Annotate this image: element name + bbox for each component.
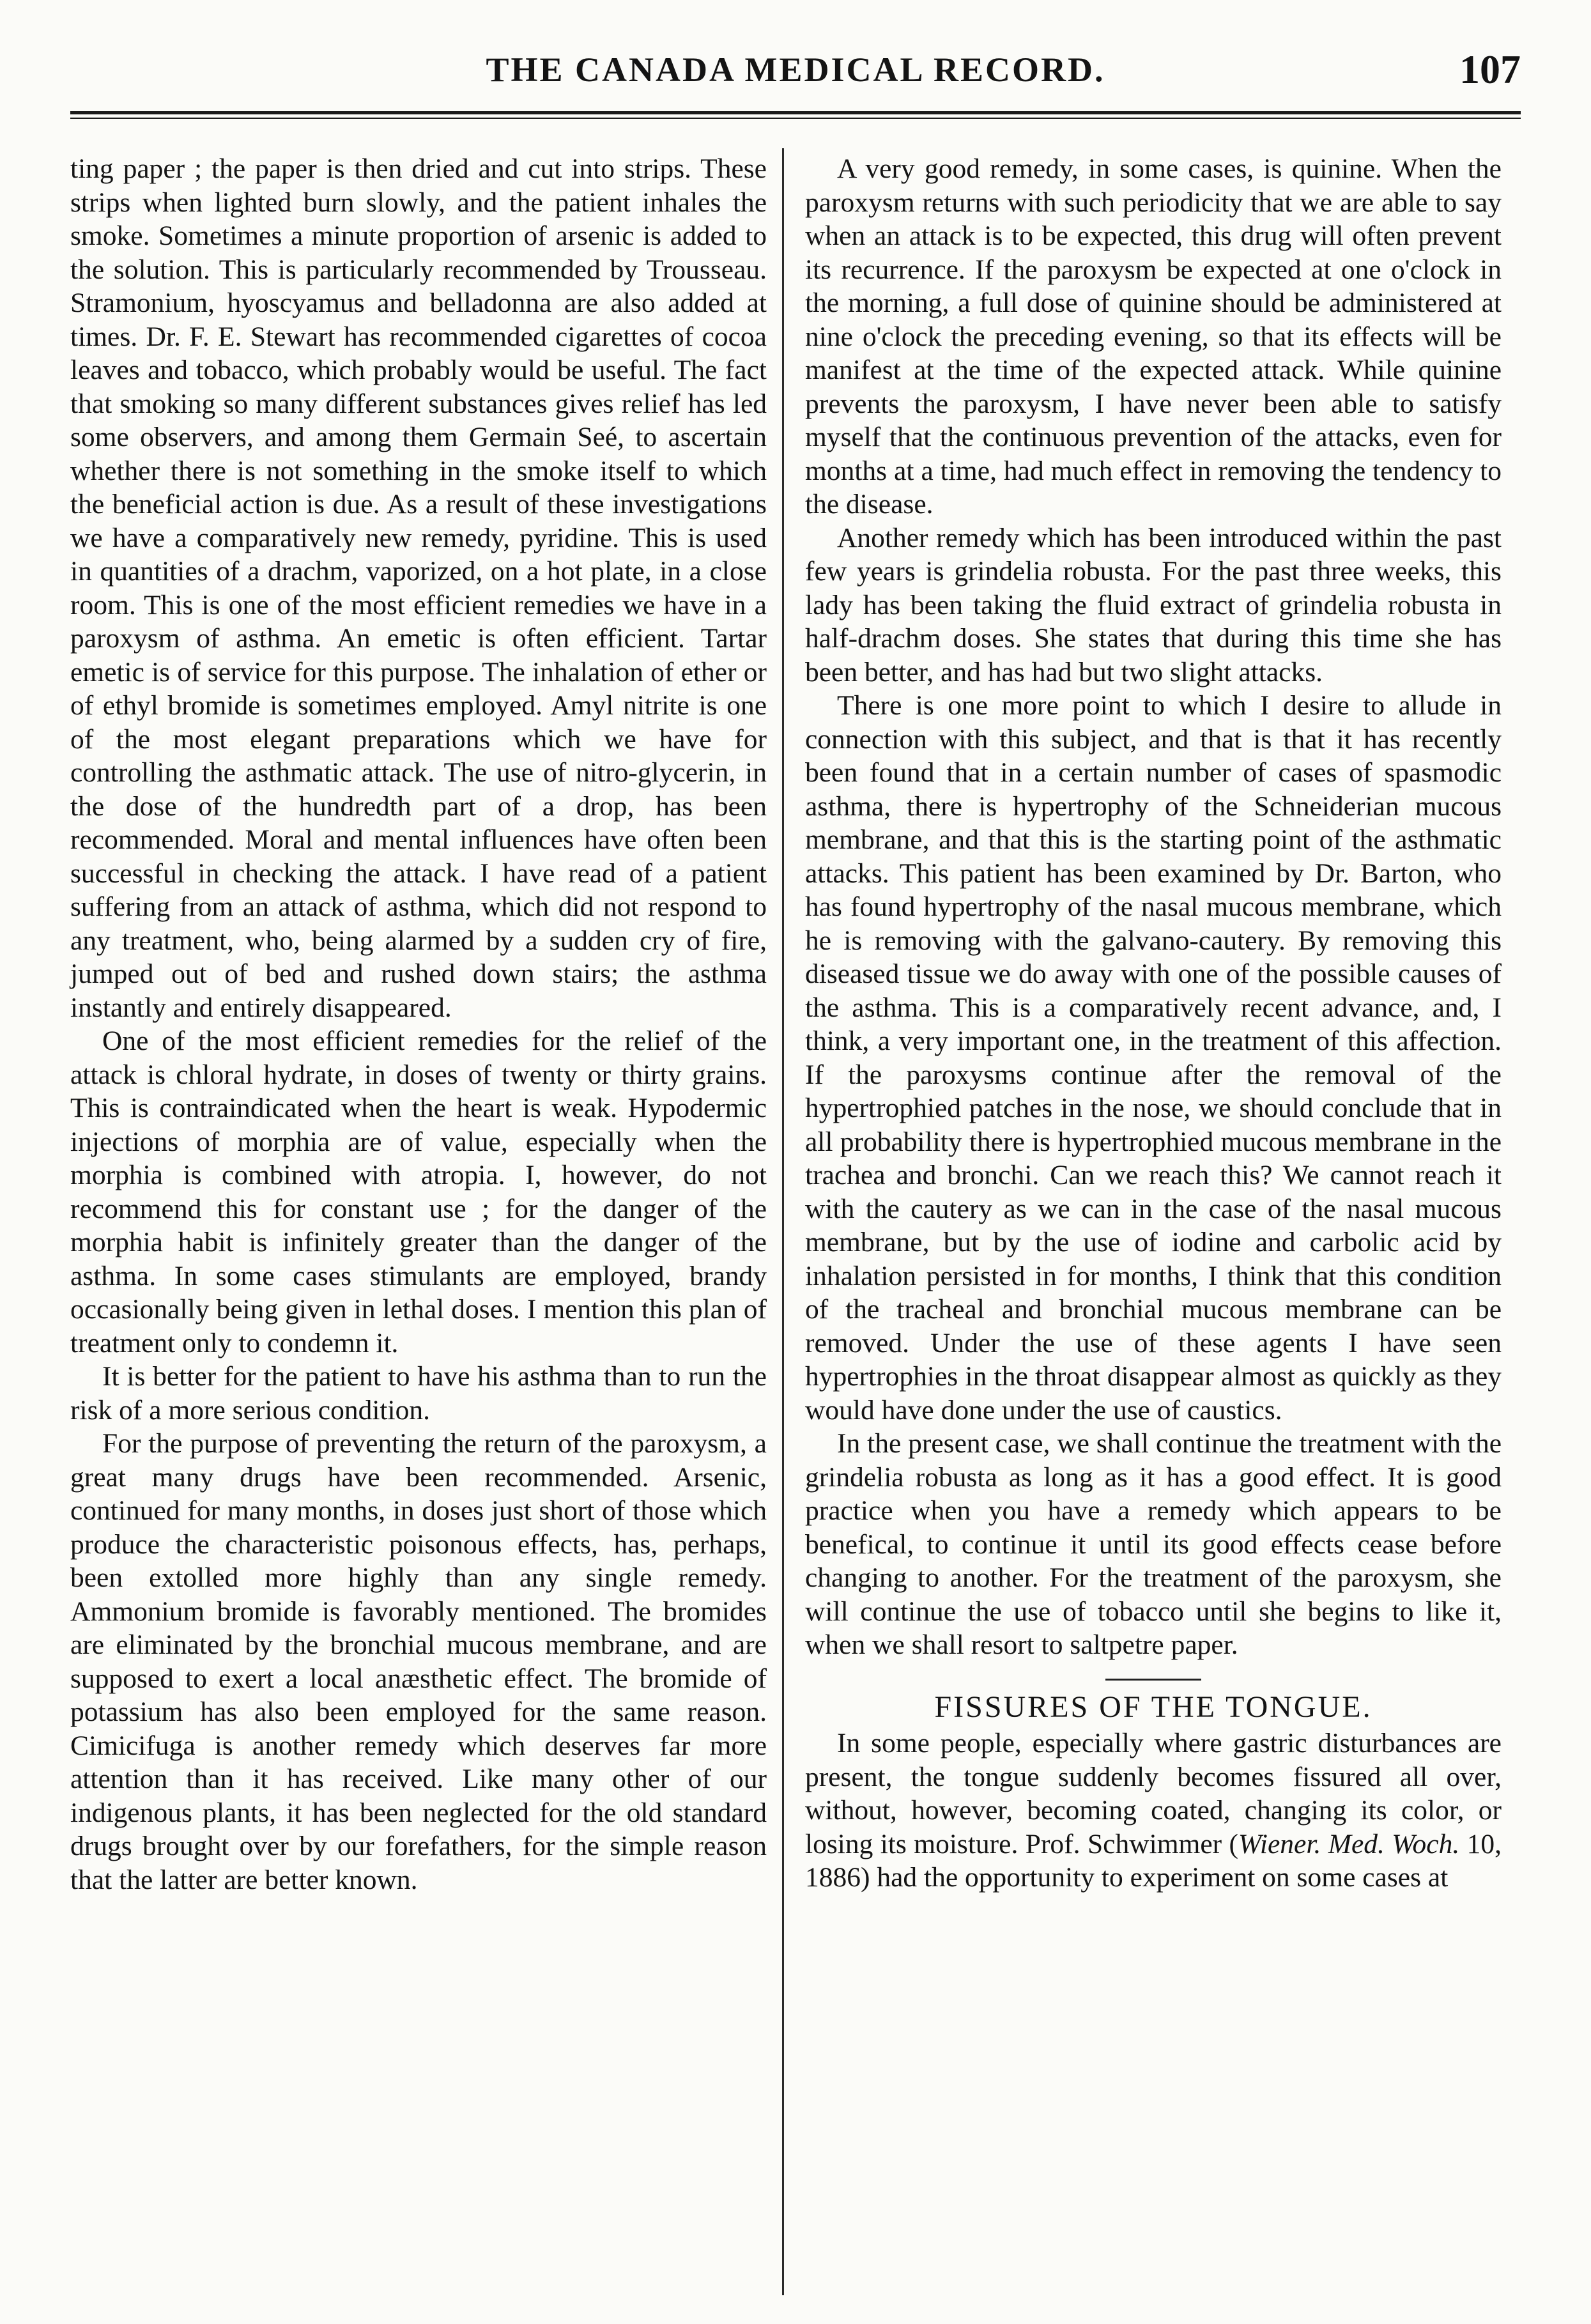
paragraph: A very good remedy, in some cases, is quinine. When the paroxysm returns with such periodicity that we are able to say when an attack is to be expected, this drug will often prevent its recurrence. If the paroxysm be expected at one o'clock in the morning, a full dose of quinine should be administered at nine o'clock the preceding evening, so that its effects will be manifest at the time of the expected attack. While quinine prevents the paroxysm, I have never been able to satisfy myself that the continuous prevention of the attacks, even for months at a time, had much effect in removing the tendency to the disease.: [805, 153, 1502, 519]
paragraph-text: 10, 1886) had the opportunity to experiment on some cases at: [805, 1828, 1502, 1893]
citation: Wiener. Med. Woch.: [1238, 1828, 1460, 1859]
section-heading: FISSURES OF THE TONGUE.: [934, 1689, 1372, 1724]
page-header: [70, 47, 1521, 101]
paragraph-text: In some people, especially where gastric disturbances are present, the tongue suddenly becomes fissured all over, without, however, becoming coated, changing its color, or losing its moisture. Prof. Schwimmer (: [805, 1728, 1502, 1859]
paragraph: [805, 1727, 1502, 1895]
paragraph: In the present case, we shall continue the treatment with the grindelia robusta as long as it has a good effect. It is good practice when you have a remedy which appears to be benefical, to continue it until its good effects cease before changing to another. For the treatment of the paroxysm, she will continue the use of tobacco until she begins to like it, when we shall resort to saltpetre paper.: [805, 1428, 1502, 1660]
column-divider: [782, 148, 784, 2295]
paragraph: Another remedy which has been introduced within the past few years is grindelia robusta. For the past three weeks, this lady has been taking the fluid extract of grindelia robusta in half-drachm doses. She states that during this time she has been better, and has had but two slight attacks.: [805, 522, 1502, 688]
section-rule: [1105, 1679, 1201, 1681]
running-title: THE CANADA MEDICAL RECORD.: [486, 50, 1105, 89]
paragraph: ting paper ; the paper is then dried and cut into strips. These strips when lighted burn slowly, and the patient inhales the smoke. Sometimes a minute proportion of arsenic is added to the solution. This is particularly recommended by Trousseau. Stramonium, hyoscyamus and belladonna are also added at times. Dr. F. E. Stewart has recommended cigarettes of cocoa leaves and tobacco, which probably would be useful. The fact that smoking so many different substances gives relief has led some observers, and among them Germain Seé, to ascertain whether there is not something in the smoke itself to which the beneficial action is due. As a result of these investigations we have a comparatively new remedy, pyridine. This is used in quantities of a drachm, vaporized, on a hot plate, in a close room. This is one of the most efficient remedies we have in a paroxysm of asthma. An emetic is often efficient. Tartar emetic is of service for this purpose. The inhalation of ether or of ethyl bromide is sometimes employed. Amyl nitrite is one of the most elegant preparations which we have for controlling the asthmatic attack. The use of nitro-glycerin, in the dose of the hundredth part of a drop, has been recommended. Moral and mental influences have often been successful in checking the attack. I have read of a patient suffering from an attack of asthma, which did not respond to any treatment, who, being alarmed by a sudden cry of fire, jumped out of bed and rushed down stairs; the asthma instantly and entirely disappeared.: [70, 153, 767, 1023]
paragraph: For the purpose of preventing the return of the paroxysm, a great many drugs have been recommended. Arsenic, continued for many months, in doses just short of those which produce the characteristic poisonous effects, has, perhaps, been extolled more highly than any single remedy. Ammonium bromide is favorably mentioned. The bromides are eliminated by the bronchial mucous membrane, and are supposed to exert a local anæsthetic effect. The bromide of potassium has also been employed for the same reason. Cimicifuga is another remedy which deserves far more attention than it has received. Like many other of our indigenous plants, it has been neglected for the old standard drugs brought over by our forefathers, for the simple reason that the latter are better known.: [70, 1428, 767, 1895]
right-column: [805, 152, 1502, 1895]
left-column: [70, 152, 767, 1897]
header-rule-thin: [70, 118, 1521, 119]
page-number: 107: [1459, 47, 1521, 92]
paragraph: There is one more point to which I desire to allude in connection with this subject, and that is that it has recently been found that in a certain number of cases of spasmodic asthma, there is hypertrophy of the Schneiderian mucous membrane, and that this is the starting point of the asthmatic attacks. This patient has been examined by Dr. Barton, who has found hypertrophy of the nasal mucous membrane, which he is removing with the galvano-cautery. By removing this diseased tissue we do away with one of the possible causes of the asthma. This is a comparatively recent advance, and, I think, a very important one, in the treatment of this affection. If the paroxysms continue after the removal of the hypertrophied patches in the nose, we should conclude that in all probability there is hypertrophied mucous membrane in the trachea and bronchi. Can we reach this? We cannot reach it with the cautery as we can in the case of the nasal mucous membrane, but by the use of iodine and carbolic acid by inhalation persisted in for months, I think that this condition of the tracheal and bronchial mucous membrane can be removed. Under the use of these agents I have seen hypertrophies in the throat disappear almost as quickly as they would have done under the use of caustics.: [805, 690, 1502, 1426]
paragraph: It is better for the patient to have his asthma than to run the risk of a more serious condition.: [70, 1361, 767, 1426]
paragraph: One of the most efficient remedies for the relief of the attack is chloral hydrate, in doses of twenty or thirty grains. This is contraindicated when the heart is weak. Hypodermic injections of morphia are of value, especially when the morphia is combined with atropia. I, however, do not recommend this for constant use ; for the danger of the morphia habit is infinitely greater than the danger of the asthma. In some cases stimulants are employed, brandy occasionally being given in lethal doses. I mention this plan of treatment only to condemn it.: [70, 1026, 767, 1358]
header-rule: [70, 111, 1521, 114]
